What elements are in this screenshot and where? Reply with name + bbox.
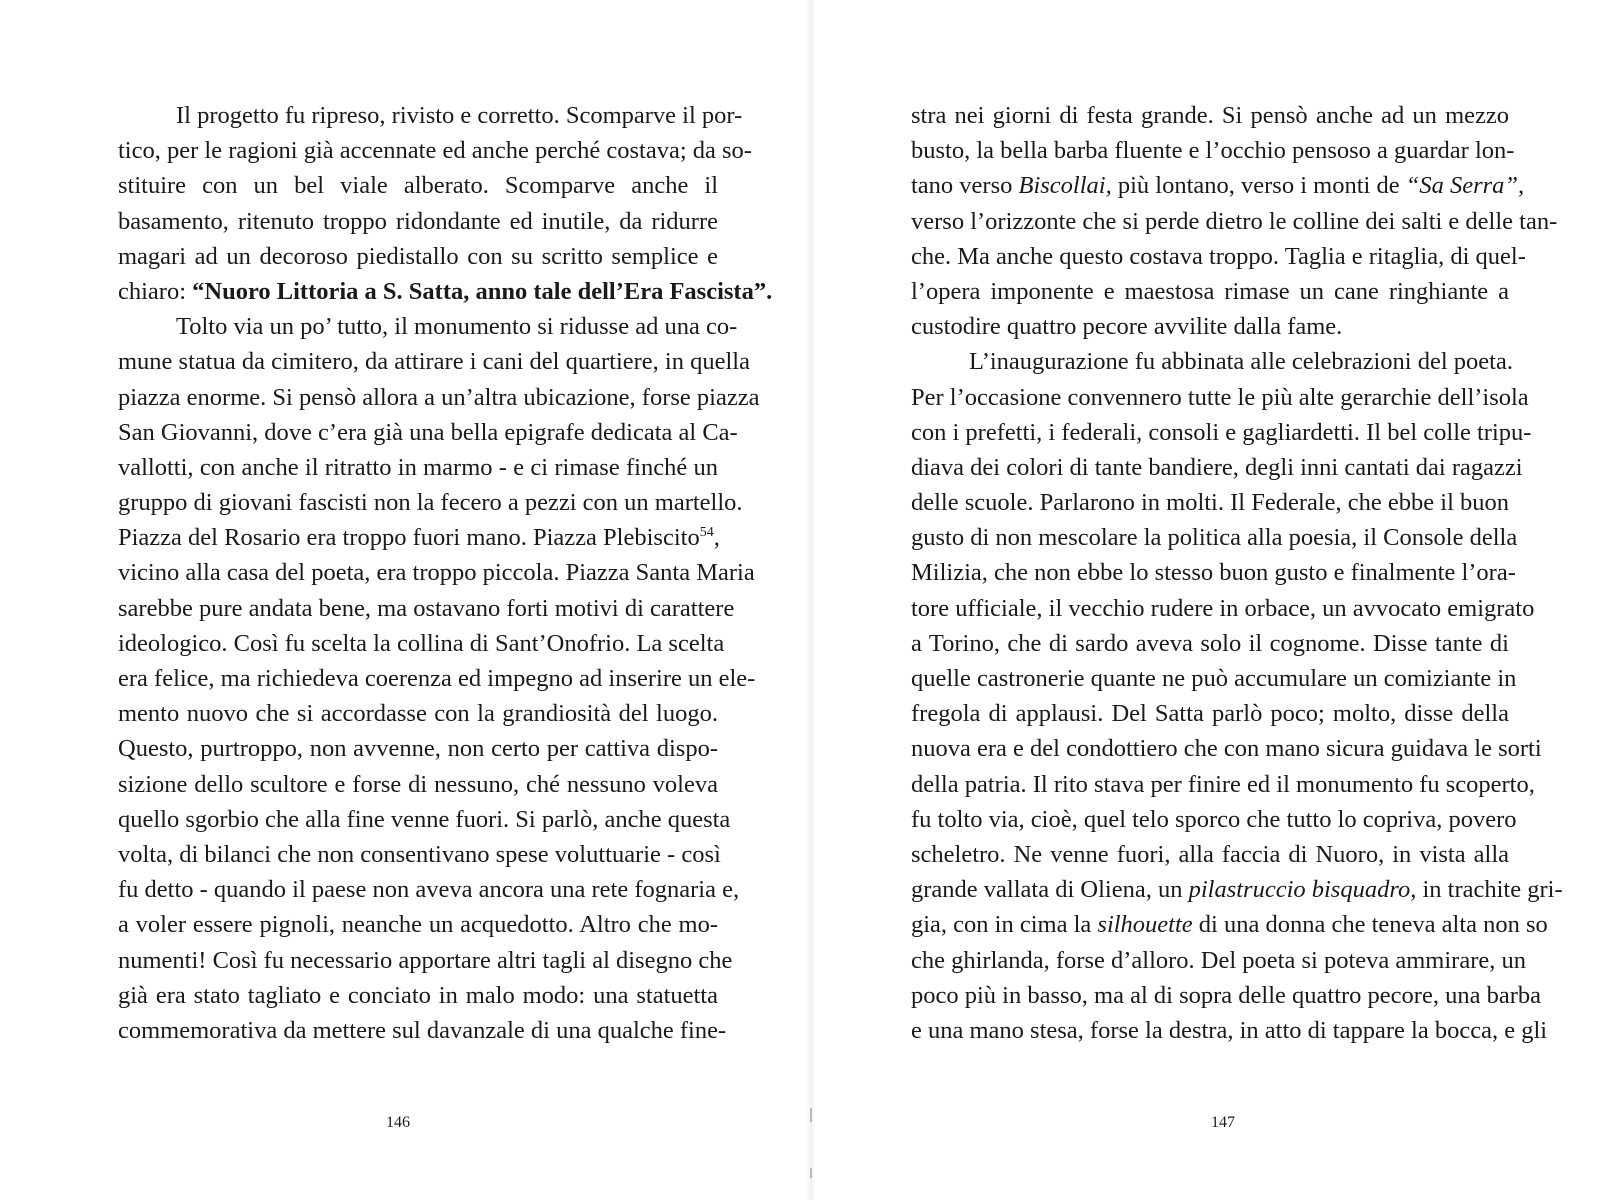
text-segment: Biscollai, <box>1018 172 1112 200</box>
text-line <box>118 133 752 168</box>
text-line <box>118 907 718 942</box>
text-line <box>911 696 1509 731</box>
text-segment: San Giovanni, dove c’era già una bella epigrafe dedicata al Ca- <box>118 418 738 446</box>
text-line <box>118 98 743 133</box>
text-segment: , <box>713 524 720 552</box>
text-segment: Tolto via un po’ tutto, il monumento si ridusse ad una co- <box>176 313 738 341</box>
text-line <box>118 168 718 203</box>
text-segment: magari ad un decoroso piedistallo con su scritto semplice e <box>118 242 718 270</box>
text-line <box>911 1013 1548 1048</box>
text-segment: Piazza del Rosario era troppo fuori mano. Piazza Plebiscito <box>118 524 700 552</box>
text-segment: e una mano stesa, forse la destra, in atto di tappare la bocca, e gli <box>911 1016 1548 1044</box>
text-segment: diava dei colori di tante bandiere, degli inni cantati dai ragazzi <box>911 453 1523 481</box>
left-page-text <box>118 98 773 1048</box>
text-line <box>118 837 721 872</box>
text-line <box>118 380 760 415</box>
text-line <box>118 591 735 626</box>
text-segment: con i prefetti, i federali, consoli e gagliardetti. Il bel colle tripu- <box>911 418 1532 446</box>
text-segment: a Torino, che di sardo aveva solo il cognome. Disse tante di <box>911 629 1509 657</box>
text-segment: gia, con in cima la <box>911 911 1098 939</box>
text-segment: quelle castronerie quante ne può accumulare un comiziante in <box>911 665 1517 692</box>
text-segment: mento nuovo che si accordasse con la grandiosità del luogo. <box>118 700 718 728</box>
text-line <box>118 731 718 766</box>
text-line <box>911 731 1542 766</box>
text-line <box>911 661 1517 696</box>
text-line <box>911 591 1535 626</box>
text-line <box>118 1013 727 1048</box>
text-line <box>118 978 718 1013</box>
text-line <box>118 555 755 590</box>
text-segment: ideologico. Così fu scelta la collina di Sant’Onofrio. La scelta <box>118 629 725 657</box>
text-segment: nuova era e del condottiero che con mano sicura guidava le sorti <box>911 735 1542 763</box>
text-segment: fu detto - quando il paese non aveva ancora una rete fognaria e, <box>118 876 740 904</box>
text-segment: basamento, ritenuto troppo ridondante ed inutile, da ridurre <box>118 207 718 235</box>
text-segment: scheletro. Ne venne fuori, alla faccia di Nuoro, in vista alla <box>911 840 1509 868</box>
text-line <box>911 274 1509 309</box>
text-segment: mune statua da cimitero, da attirare i cani del quartiere, in quella <box>118 348 750 376</box>
right-page-text <box>911 98 1563 1048</box>
right-page-number: 147 <box>1211 1114 1235 1131</box>
text-line <box>911 978 1541 1013</box>
text-segment: verso l’orizzonte che si perde dietro le colline dei salti e delle tan- <box>911 207 1558 235</box>
text-segment: vicino alla casa del poeta, era troppo piccola. Piazza Santa Maria <box>118 559 755 587</box>
text-segment: Il progetto fu ripreso, rivisto e corretto. Scomparve il por- <box>176 102 743 129</box>
text-segment: custodire quattro pecore avvilite dalla fame. <box>911 313 1343 341</box>
text-segment: piazza enorme. Si pensò allora a un’altra ubicazione, forse piazza <box>118 383 760 411</box>
text-segment: tico, per le ragioni già accennate ed anche perché costava; da so- <box>118 137 752 165</box>
text-segment: chiaro: <box>118 277 193 305</box>
text-segment: silhouette <box>1097 911 1193 939</box>
text-segment: della patria. Il rito stava per finire ed il monumento fu scoperto, <box>911 770 1535 798</box>
text-segment: tano verso <box>911 172 1019 200</box>
text-line <box>118 415 738 450</box>
text-segment: tore ufficiale, il vecchio rudere in orbace, un avvocato emigrato <box>911 594 1535 622</box>
text-line <box>118 767 718 802</box>
text-line <box>911 555 1516 590</box>
text-segment: l’opera imponente e maestosa rimase un cane ringhiante a <box>911 277 1509 305</box>
text-line <box>911 943 1526 978</box>
text-line <box>911 767 1535 802</box>
text-line <box>118 204 718 239</box>
text-line <box>118 520 718 555</box>
text-line <box>118 661 756 696</box>
text-segment: stituire con un bel viale alberato. Scomparve anche il <box>118 172 718 200</box>
text-line <box>118 450 718 485</box>
text-segment: vallotti, con anche il ritratto in marmo - e ci rimase finché un <box>118 453 718 481</box>
text-line <box>118 802 731 837</box>
text-line <box>118 943 733 978</box>
text-line <box>118 696 718 731</box>
text-segment: a voler essere pignoli, neanche un acquedotto. Altro che mo- <box>118 911 718 939</box>
text-segment: gruppo di giovani fascisti non la fecero a pezzi con un martello. <box>118 489 743 517</box>
text-segment: “Nuoro Littoria a S. Satta, anno tale dell’Era Fascista”. <box>192 277 773 305</box>
text-line <box>118 626 725 661</box>
text-line <box>911 344 1513 379</box>
text-segment: numenti! Così fu necessario apportare altri tagli al disegno che <box>118 946 733 974</box>
text-segment: sarebbe pure andata bene, ma ostavano forti motivi di carattere <box>118 594 735 622</box>
text-line <box>911 626 1509 661</box>
text-segment: poco più in basso, ma al di sopra delle quattro pecore, una barba <box>911 981 1541 1009</box>
text-segment: sizione dello scultore e forse di nessuno, ché nessuno voleva <box>118 770 718 798</box>
footnote-marker: 54 <box>699 525 714 541</box>
text-segment: fu tolto via, cioè, quel telo sporco che tutto lo copriva, povero <box>911 805 1517 833</box>
text-segment: che ghirlanda, forse d’alloro. Del poeta si poteva ammirare, un <box>911 946 1526 974</box>
text-segment: fregola di applausi. Del Satta parlò poco; molto, disse della <box>911 700 1509 728</box>
text-segment: Per l’occasione convennero tutte le più alte gerarchie dell’isola <box>911 383 1529 411</box>
text-line <box>118 872 740 907</box>
text-segment: volta, di bilanci che non consentivano spese voluttuarie - così <box>118 840 721 868</box>
text-segment: grande vallata di Oliena, un <box>911 876 1189 904</box>
text-line <box>911 98 1509 133</box>
text-line <box>911 802 1517 837</box>
text-segment: in trachite gri- <box>1416 876 1563 904</box>
text-line <box>911 907 1548 942</box>
text-line <box>118 344 750 379</box>
text-line <box>911 309 1509 344</box>
text-line <box>911 837 1509 872</box>
text-line <box>911 872 1563 907</box>
text-line <box>911 485 1509 520</box>
text-segment: gusto di non mescolare la politica alla poesia, il Console della <box>911 524 1518 552</box>
text-segment: stra nei giorni di festa grande. Si pensò anche ad un mezzo <box>911 102 1509 129</box>
text-segment: busto, la bella barba fluente e l’occhio pensoso a guardar lon- <box>911 137 1515 165</box>
text-segment: che. Ma anche questo costava troppo. Taglia e ritaglia, di quel- <box>911 242 1526 270</box>
right-page <box>811 0 1622 1200</box>
text-segment: era felice, ma richiedeva coerenza ed impegno ad inserire un ele- <box>118 665 756 692</box>
text-segment: commemorativa da mettere sul davanzale di una qualche fine- <box>118 1016 727 1044</box>
text-line <box>911 204 1558 239</box>
text-line <box>911 415 1532 450</box>
text-line <box>911 133 1515 168</box>
text-line <box>911 450 1523 485</box>
text-segment: L’inaugurazione fu abbinata alle celebrazioni del poeta. <box>969 348 1513 376</box>
text-segment: “Sa Serra”, <box>1405 172 1525 200</box>
text-line <box>911 520 1518 555</box>
text-line <box>911 168 1525 203</box>
left-page-number: 146 <box>386 1114 410 1131</box>
text-line <box>911 239 1526 274</box>
text-segment: Milizia, che non ebbe lo stesso buon gusto e finalmente l’ora- <box>911 559 1516 587</box>
text-segment: più lontano, verso i monti de <box>1111 172 1406 200</box>
text-line <box>118 485 743 520</box>
text-line <box>118 239 718 274</box>
text-segment: Questo, purtroppo, non avvenne, non certo per cattiva dispo- <box>118 735 718 763</box>
text-line <box>118 309 738 344</box>
text-segment: quello sgorbio che alla fine venne fuori. Si parlò, anche questa <box>118 805 731 833</box>
text-segment: di una donna che teneva alta non so <box>1192 911 1548 939</box>
text-segment: delle scuole. Parlarono in molti. Il Federale, che ebbe il buon <box>911 489 1510 517</box>
text-line <box>911 380 1529 415</box>
text-segment: pilastruccio bisquadro, <box>1188 876 1417 904</box>
text-segment: già era stato tagliato e conciato in malo modo: una statuetta <box>118 981 718 1009</box>
text-line <box>118 274 773 309</box>
